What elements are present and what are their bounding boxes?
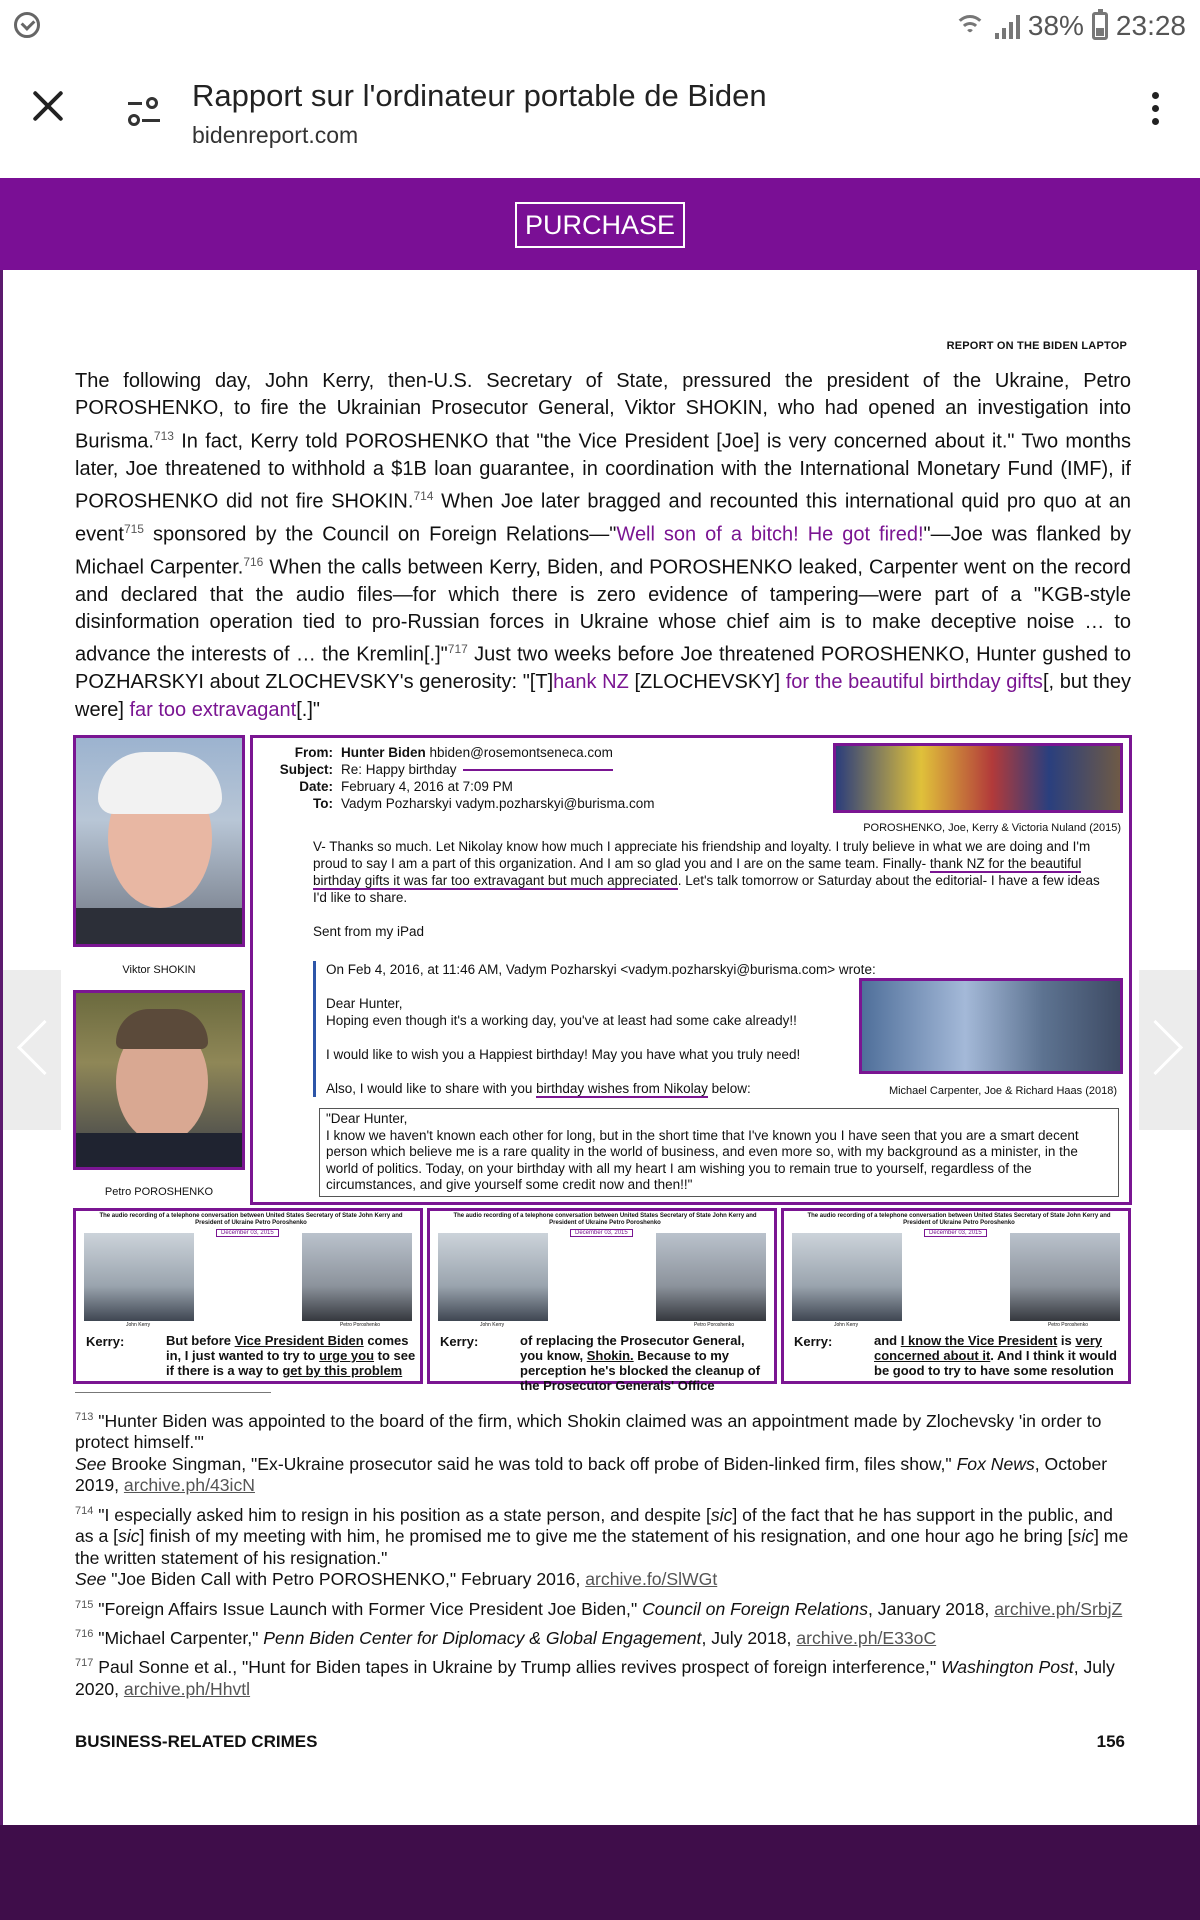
shokin-photo bbox=[73, 735, 245, 947]
panel-photo-2018 bbox=[859, 978, 1123, 1074]
document-page bbox=[0, 270, 1200, 1825]
archive-link-715[interactable]: archive.ph/SrbjZ bbox=[994, 1598, 1123, 1619]
poroshenko-photo bbox=[73, 990, 245, 1170]
previous-page-arrow-icon[interactable] bbox=[3, 970, 61, 1130]
quoted-email: On Feb 4, 2016, at 11:46 AM, Vadym Pozharskyi <vadym.pozharskyi@burisma.com> wrote: Dear Hunter, Hoping even though it's a working day, you've at least had some cake already!! I would like to wish you a Happiest birthday! May you have what you truly need! Also, I would like to share with you birthday wishes from Nikolay below: bbox=[313, 961, 1125, 1097]
poroshenko-photo-small bbox=[656, 1233, 766, 1321]
email-to: To: Vadym Pozharskyi vadym.pozharskyi@burisma.com bbox=[313, 796, 655, 811]
email-from: From: Hunter Biden hbiden@rosemontseneca.com bbox=[294, 745, 613, 760]
more-options-icon[interactable] bbox=[1152, 92, 1160, 128]
battery-percent: 38% bbox=[1027, 10, 1084, 41]
poroshenko-caption: Petro POROSHENKO bbox=[104, 1186, 214, 1198]
site-settings-icon[interactable] bbox=[128, 98, 160, 130]
email-reply: V- Thanks so much. Let Nikolay know how much I appreciate his friendship and loyalty. I truly believe in what we are doing and I'm proud to say I am a part of this organization. And I am so glad you and I are on the same team. Finally- thank NZ for the beautiful birthday gifts it was far too extravagant but much appreciated. Let's talk tomorrow or Saturday about the editorial- I have a few ideas I'd like to share. Sent from my iPad bbox=[313, 839, 1100, 939]
status-bar bbox=[0, 0, 1200, 52]
signal-icon bbox=[995, 13, 1020, 39]
archive-link-717[interactable]: archive.ph/Hhvtl bbox=[123, 1678, 251, 1699]
footnote-714: $^{714}$ "I especially asked him to resign in his position as a state person, and despite [sic] of the fact that he has support in the public, and as a [sic] finish of my meeting with him, he promised me to give me the statement of his resignation, and one hour ago he bring [sic] me the written statement of his resignation." See "Joe Biden Call with Petro POROSHENKO," February 2016, archive.fo/SlWGt bbox=[75, 1504, 1129, 1590]
poroshenko-photo-small bbox=[1010, 1233, 1120, 1321]
archive-link-714[interactable]: archive.fo/SlWGt bbox=[585, 1569, 718, 1590]
panel-photo-2018-caption: Michael Carpenter, Joe & Richard Haas (2018) bbox=[888, 1085, 1117, 1097]
close-icon[interactable] bbox=[30, 88, 66, 124]
footnotes bbox=[75, 1407, 1135, 1704]
footnote-713: $^{713}$ "Hunter Biden was appointed to the board of the firm, which Shokin claimed was an appointment made by Zlochevsky 'in order to protect himself.'" See Brooke Singman, "Ex-Ukraine prosecutor said he was told to back off probe of Biden-linked firm, files show," Fox News, October 2019, archive.ph/43icN bbox=[75, 1410, 1108, 1496]
running-header: REPORT ON THE BIDEN LAPTOP bbox=[946, 340, 1127, 352]
battery-icon bbox=[1092, 12, 1108, 40]
check-circle-icon bbox=[14, 12, 40, 38]
nikolay-wishes: "Dear Hunter, I know we haven't known each other for long, but in the short time that I've known you I have seen that you are a smart decent person which believe me is a rare quality in the world of business, and even more so, with my background as a minister, in the world of politics. Today, on your birthday with all my heart I am wishing you to remain true to yourself, regardless of the circumstances, and give yourself some credit now and then!!" bbox=[319, 1108, 1119, 1197]
archive-link-716[interactable]: archive.ph/E33oC bbox=[796, 1627, 937, 1648]
shokin-caption: Viktor SHOKIN bbox=[122, 964, 196, 976]
kerry-photo bbox=[438, 1233, 548, 1321]
bottom-band bbox=[0, 1825, 1200, 1920]
transcript-panel-1: The audio recording of a telephone conversation between United States Secretary of State John Kerry and President of Ukraine Petro Poroshenko December 03, 2015 John Kerry Petro Poroshenko Kerry: But before Vice President Biden comes in, I just wanted to try to urge you to see if there is a way to get by this problem bbox=[73, 1208, 423, 1384]
next-page-arrow-icon[interactable] bbox=[1139, 970, 1197, 1130]
email-subject: Subject: Re: Happy birthday bbox=[273, 761, 613, 778]
footnote-717: $^{717}$ Paul Sonne et al., "Hunt for Biden tapes in Ukraine by Trump allies revives prospect of foreign interference," Washington Post, July 2020, archive.ph/Hhvtl bbox=[75, 1657, 1115, 1699]
body-paragraph: The following day, John Kerry, then-U.S. Secretary of State, pressured the president of the Ukraine, Petro POROSHENKO, to fire the Ukrainian Prosecutor General, Viktor SHOKIN, who had opened an investigation into Burisma.$^{713}$ In fact, Kerry told POROSHENKO that "the Vice President [Joe] is very concerned about it." Two months later, Joe threatened to withhold a $1B loan guarantee, in coordination with the International Monetary Fund (IMF), if POROSHENKO did not fire SHOKIN.$^{714}$ When Joe later bragged and recounted this international quid pro quo at an event$^{715}$ sponsored by the Council on Foreign Relations—"Well son of a bitch! He got fired!"—Joe was flanked by Michael Carpenter.$^{716}$ When the calls between Kerry, Biden, and POROSHENKO leaked, Carpenter went on the record and declared that the audio files—for which there is zero evidence of tampering—were part of a "KGB-style disinformation operation tied to pro-Russian forces in Ukraine whose chief aim is to make deceptive noise … to advance the interests of … the Kremlin[.]"$^{717}$ Just two weeks before Joe threatened POROSHENKO, Hunter gushed to POZHARSKYI about ZLOCHEVSKY's generosity: "[T]hank NZ [ZLOCHEVSKY] for the beautiful birthday gifts[, but they were] far too extravagant[.]" bbox=[75, 370, 1132, 721]
meeting-photo-2015 bbox=[833, 743, 1123, 813]
transcript-panel-3: The audio recording of a telephone conversation between United States Secretary of State John Kerry and President of Ukraine Petro Poroshenko December 03, 2015 John Kerry Petro Poroshenko Kerry: and I know the Vice President is very concerned about it. And I think it would be good to try to have some resolution bbox=[781, 1208, 1131, 1384]
poroshenko-photo-small bbox=[302, 1233, 412, 1321]
footnote-divider bbox=[75, 1392, 271, 1393]
status-icons bbox=[953, 6, 1186, 46]
email-screenshot bbox=[250, 735, 1132, 1205]
transcript-panel-2: The audio recording of a telephone conversation between United States Secretary of State John Kerry and President of Ukraine Petro Poroshenko December 03, 2015 John Kerry Petro Poroshenko Kerry: of replacing the Prosecutor General, you know, Shokin. Because to my perception he's blocked the cleanup of the Prosecutor Generals' Office bbox=[427, 1208, 777, 1384]
kerry-photo bbox=[792, 1233, 902, 1321]
page-footer-section: BUSINESS-RELATED CRIMES bbox=[75, 1732, 318, 1751]
kerry-photo bbox=[84, 1233, 194, 1321]
footnote-715: $^{715}$ "Foreign Affairs Issue Launch with Former Vice President Joe Biden," Council on Foreign Relations, January 2018, archive.ph/SrbjZ bbox=[75, 1598, 1123, 1619]
archive-link-713[interactable]: archive.ph/43icN bbox=[123, 1475, 255, 1496]
arrow-icon bbox=[463, 769, 613, 771]
clock: 23:28 bbox=[1115, 10, 1186, 41]
wifi-icon bbox=[953, 13, 987, 39]
page-number: 156 bbox=[1096, 1732, 1125, 1751]
footnote-716: $^{716}$ "Michael Carpenter," Penn Biden Center for Diplomacy & Global Engagement, July 2018, archive.ph/E33oC bbox=[75, 1627, 937, 1648]
meeting-photo-2015-caption: POROSHENKO, Joe, Kerry & Victoria Nuland (2015) bbox=[863, 822, 1121, 834]
purchase-banner bbox=[0, 178, 1200, 270]
page-title: Rapport sur l'ordinateur portable de Biden bbox=[192, 78, 767, 113]
purchase-button[interactable]: PURCHASE bbox=[515, 202, 685, 248]
page-url: bidenreport.com bbox=[192, 122, 359, 148]
app-bar bbox=[0, 52, 1200, 178]
email-date: Date: February 4, 2016 at 7:09 PM bbox=[299, 779, 513, 794]
